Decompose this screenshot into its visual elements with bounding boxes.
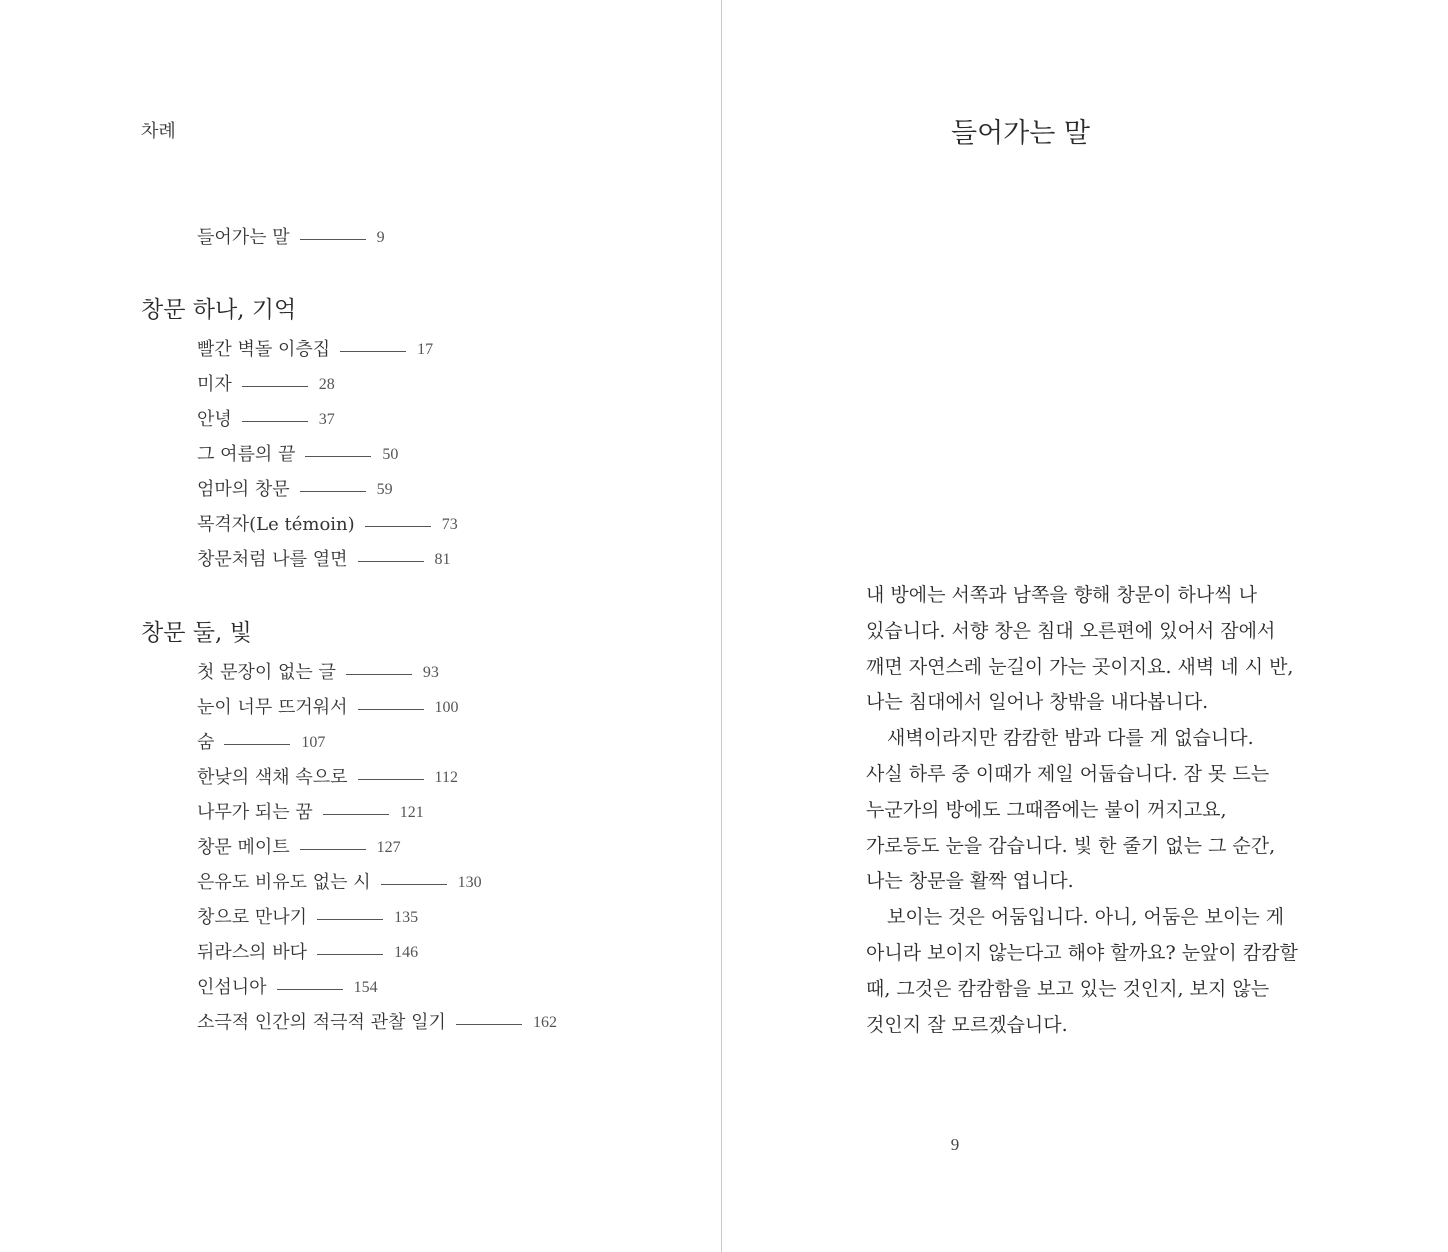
toc-entry-title: 첫 문장이 없는 글 xyxy=(197,662,336,683)
toc-part-heading: 창문 둘, 빛 xyxy=(141,620,252,646)
toc-entry[interactable] xyxy=(197,835,401,861)
body-line: 새벽이라지만 캄캄한 밤과 다를 게 없습니다. xyxy=(887,727,1254,750)
toc-leader-line xyxy=(365,526,431,527)
toc-entry-page: 100 xyxy=(434,699,459,716)
toc-entry[interactable] xyxy=(197,695,459,721)
body-line: 사실 하루 중 이때가 제일 어둡습니다. 잠 못 드는 xyxy=(866,762,1270,785)
toc-entry-title: 인섬니아 xyxy=(197,977,267,998)
toc-entry-page: 146 xyxy=(394,944,419,961)
toc-entry[interactable] xyxy=(197,765,458,791)
toc-entry-page: 162 xyxy=(532,1014,557,1031)
toc-entry[interactable] xyxy=(197,1010,557,1036)
toc-entry-page: 59 xyxy=(376,481,393,498)
body-line: 보이는 것은 어둠입니다. 아니, 어둠은 보이는 게 xyxy=(887,906,1285,929)
toc-leader-line xyxy=(358,561,424,562)
toc-leader-line xyxy=(300,491,366,492)
toc-entry-title: 창문 메이트 xyxy=(197,837,290,858)
toc-entry-title: 눈이 너무 뜨거워서 xyxy=(197,697,348,718)
toc-page xyxy=(0,0,721,1252)
toc-entry-title: 빨간 벽돌 이층집 xyxy=(197,339,331,360)
toc-entry-title: 창으로 만나기 xyxy=(197,907,308,928)
toc-entry[interactable] xyxy=(197,730,325,756)
toc-entry-page: 112 xyxy=(434,769,458,786)
toc-entry[interactable] xyxy=(197,660,439,686)
toc-entry[interactable] xyxy=(197,800,424,826)
toc-entry-title: 한낮의 색채 속으로 xyxy=(197,767,348,788)
toc-leader-line xyxy=(358,709,424,710)
chapter-page xyxy=(723,0,1448,1252)
chapter-title: 들어가는 말 xyxy=(951,118,1090,149)
toc-entry[interactable] xyxy=(197,940,418,966)
toc-leader-line xyxy=(300,849,366,850)
toc-leader-line xyxy=(323,814,389,815)
toc-entry[interactable] xyxy=(197,477,393,503)
toc-entry-page: 9 xyxy=(376,229,385,246)
page-number: 9 xyxy=(950,1135,960,1154)
body-line: 있습니다. 서향 창은 침대 오른편에 있어서 잠에서 xyxy=(866,619,1276,642)
toc-leader-line xyxy=(340,351,406,352)
toc-entry[interactable] xyxy=(197,905,418,931)
toc-entry[interactable] xyxy=(197,512,458,538)
toc-leader-line xyxy=(381,884,447,885)
toc-entry-page: 127 xyxy=(376,839,401,856)
toc-entry[interactable] xyxy=(197,372,335,398)
toc-entry-page: 81 xyxy=(434,551,451,568)
toc-entry-title: 미자 xyxy=(197,374,232,395)
toc-entry-page: 50 xyxy=(382,446,399,463)
toc-entry-page: 37 xyxy=(318,411,335,428)
chapter-body-text xyxy=(866,578,1366,1043)
toc-entry-page: 17 xyxy=(417,341,434,358)
body-line: 때, 그것은 캄캄함을 보고 있는 것인지, 보지 않는 xyxy=(866,977,1270,1000)
toc-entry-page: 107 xyxy=(301,734,326,751)
body-line: 것인지 잘 모르겠습니다. xyxy=(866,1013,1068,1036)
toc-leader-line xyxy=(317,919,383,920)
body-line: 아니라 보이지 않는다고 해야 할까요? 눈앞이 캄캄할 xyxy=(866,941,1298,964)
toc-entry-intro[interactable] xyxy=(197,225,385,251)
toc-entry-page: 121 xyxy=(399,804,424,821)
toc-entry-page: 135 xyxy=(394,909,419,926)
toc-leader-line xyxy=(456,1024,522,1025)
toc-entry-title: 창문처럼 나를 열면 xyxy=(197,549,348,570)
toc-entry-page: 73 xyxy=(441,516,458,533)
page-gutter-divider xyxy=(721,0,722,1252)
toc-entry[interactable] xyxy=(197,337,433,363)
toc-entry[interactable] xyxy=(197,407,335,433)
toc-entry[interactable] xyxy=(197,870,482,896)
toc-leader-line xyxy=(242,421,308,422)
toc-entry[interactable] xyxy=(197,547,451,573)
toc-entry[interactable] xyxy=(197,442,398,468)
toc-heading: 차례 xyxy=(141,121,176,142)
toc-entry-page: 154 xyxy=(353,979,378,996)
toc-entry-title: 뒤라스의 바다 xyxy=(197,942,308,963)
toc-entry-title: 그 여름의 끝 xyxy=(197,444,296,465)
toc-leader-line xyxy=(317,954,383,955)
toc-leader-line xyxy=(224,744,290,745)
body-line: 누군가의 방에도 그때쯤에는 불이 꺼지고요, xyxy=(866,798,1227,821)
toc-leader-line xyxy=(242,386,308,387)
toc-leader-line xyxy=(358,779,424,780)
toc-entry-title: 안녕 xyxy=(197,409,232,430)
toc-entry[interactable] xyxy=(197,975,378,1001)
toc-entry-page: 130 xyxy=(457,874,482,891)
body-line: 나는 침대에서 일어나 창밖을 내다봅니다. xyxy=(866,691,1209,714)
body-line: 가로등도 눈을 감습니다. 빛 한 줄기 없는 그 순간, xyxy=(866,834,1276,857)
toc-entry-title: 은유도 비유도 없는 시 xyxy=(197,872,371,893)
toc-entry-title: 목격자(Le témoin) xyxy=(197,514,355,535)
body-line: 나는 창문을 활짝 엽니다. xyxy=(866,870,1074,893)
toc-part-heading: 창문 하나, 기억 xyxy=(141,297,297,323)
toc-entry-title: 소극적 인간의 적극적 관찰 일기 xyxy=(197,1012,446,1033)
toc-leader-line xyxy=(300,239,366,240)
toc-entry-title: 나무가 되는 꿈 xyxy=(197,802,313,823)
body-line: 깨면 자연스레 눈길이 가는 곳이지요. 새벽 네 시 반, xyxy=(866,655,1294,678)
body-line: 내 방에는 서쪽과 남쪽을 향해 창문이 하나씩 나 xyxy=(866,584,1258,606)
toc-entry-title: 엄마의 창문 xyxy=(197,479,290,500)
toc-entry-title: 들어가는 말 xyxy=(197,227,290,248)
toc-leader-line xyxy=(305,456,371,457)
toc-leader-line xyxy=(346,674,412,675)
toc-entry-title: 숨 xyxy=(197,732,215,753)
toc-entry-page: 93 xyxy=(422,664,439,681)
toc-leader-line xyxy=(277,989,343,990)
toc-entry-page: 28 xyxy=(318,376,335,393)
